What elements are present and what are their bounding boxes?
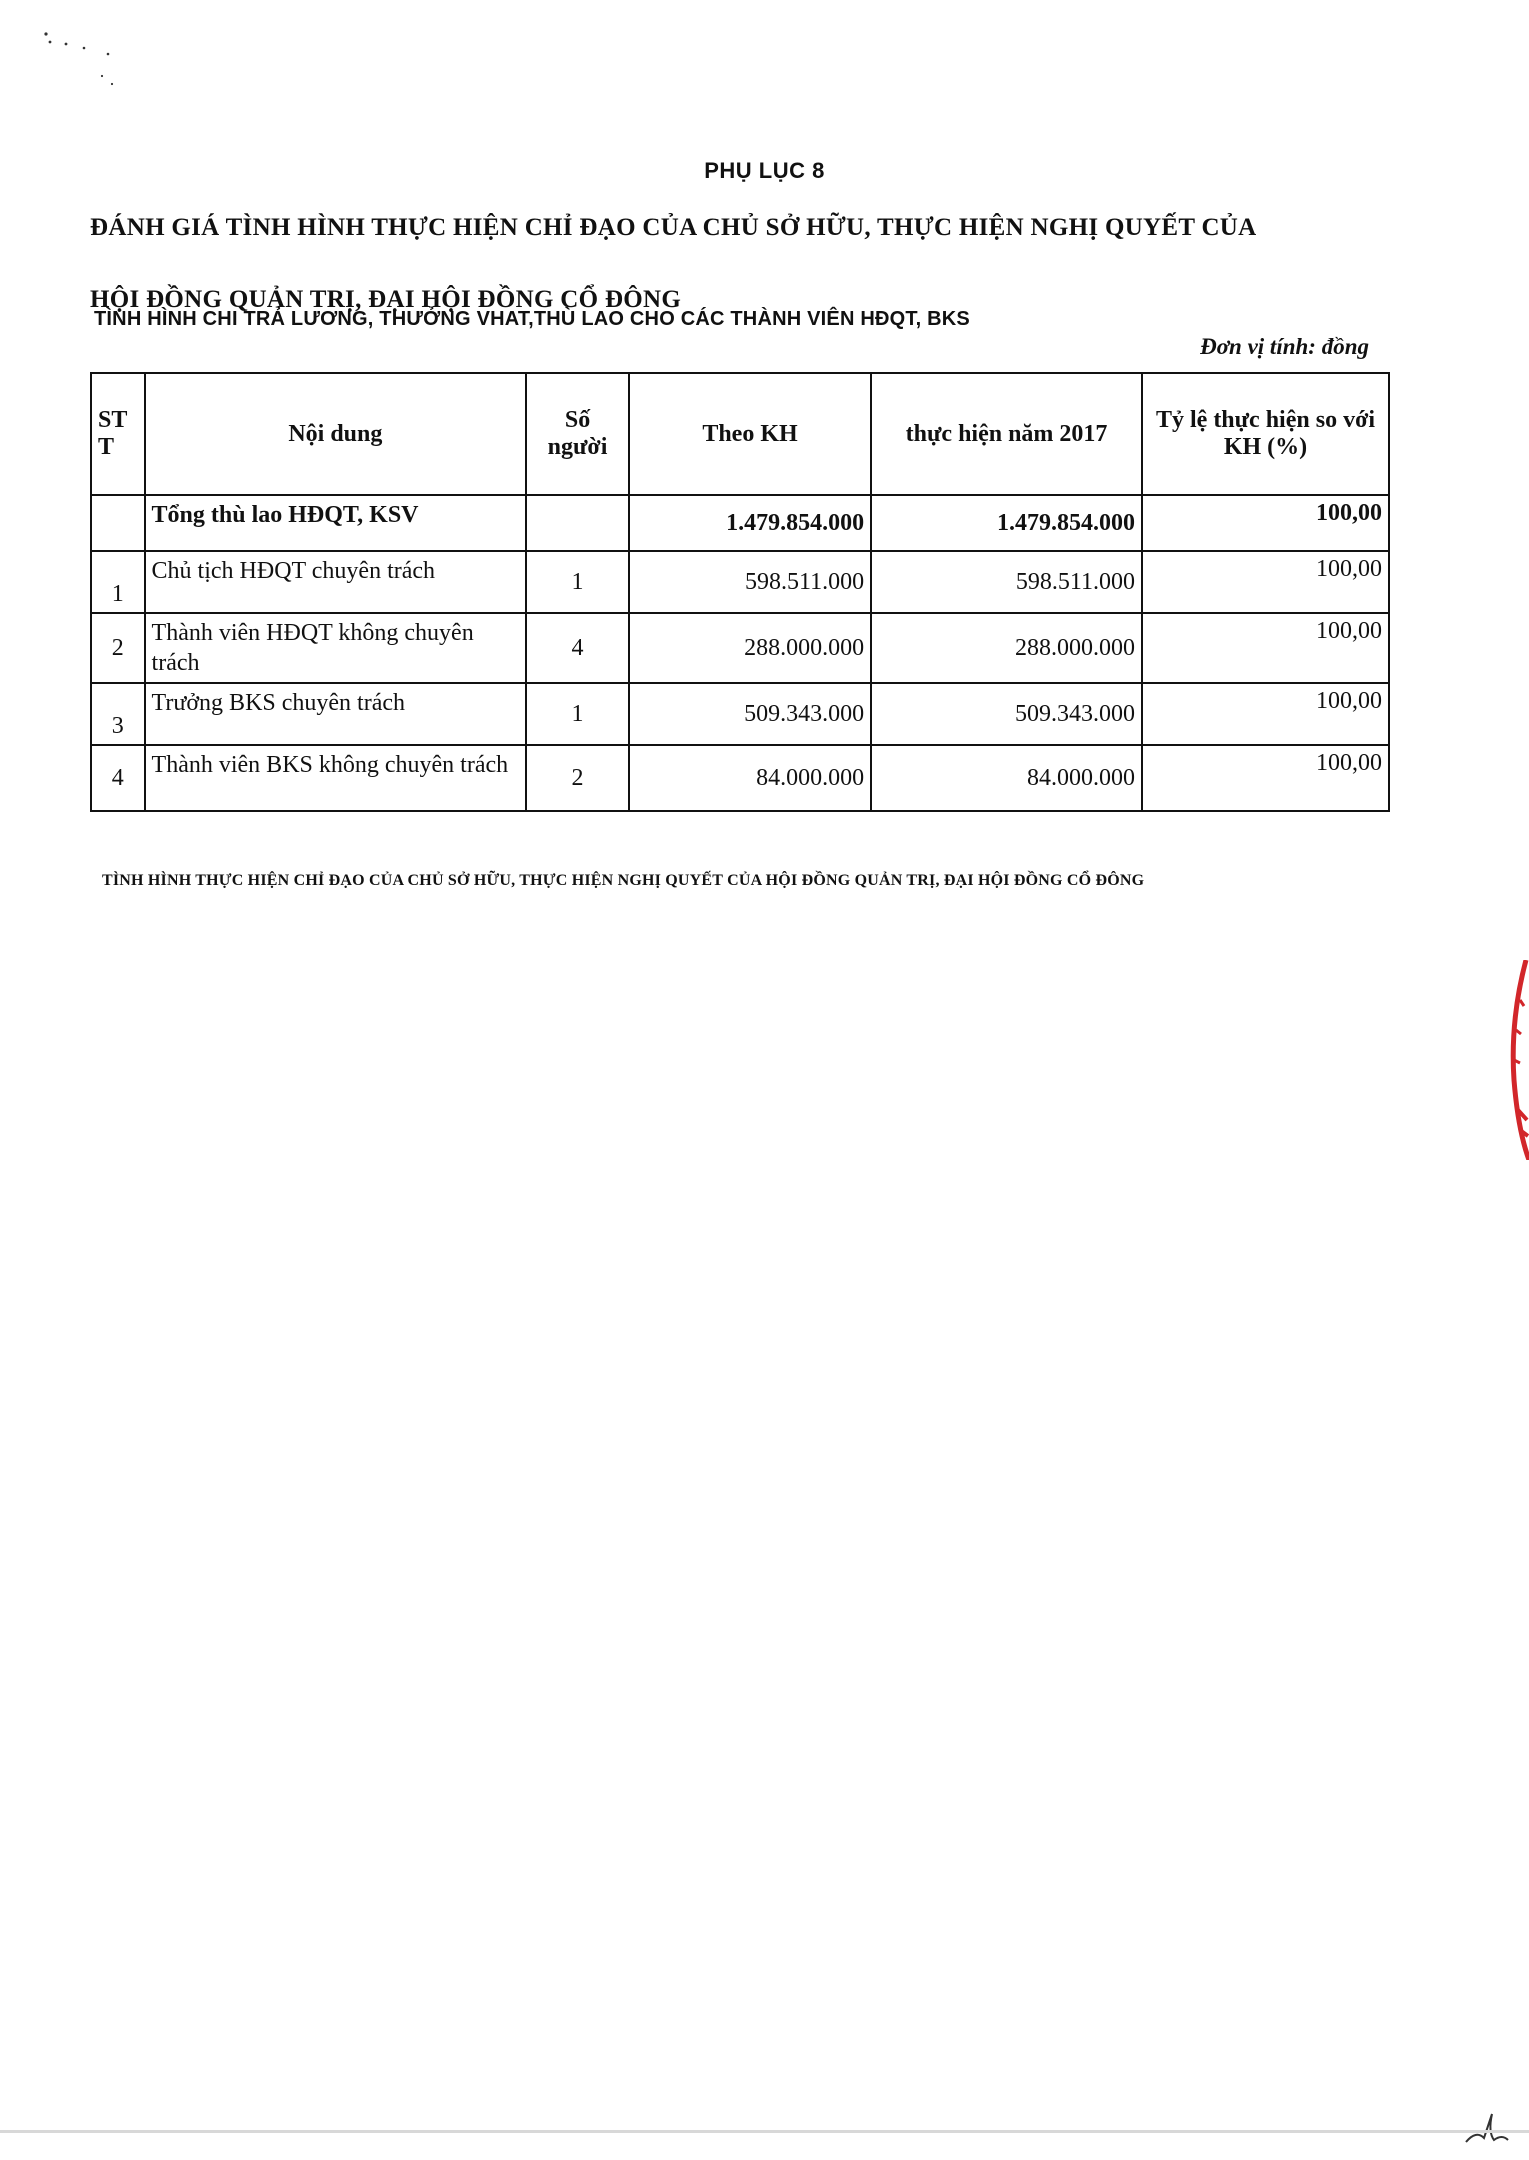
- scan-speck-marks: [40, 28, 120, 88]
- header-content: Nội dung: [145, 373, 527, 495]
- red-seal-fragment: [1490, 960, 1529, 1160]
- sub-heading: TÌNH HÌNH CHI TRẢ LƯƠNG, THƯỞNG VHAT,THÙ LAO CHO CÁC THÀNH VIÊN HĐQT, BKS: [94, 308, 970, 330]
- row-actual: 84.000.000: [871, 745, 1142, 811]
- total-row: [91, 495, 1389, 551]
- total-stt: [91, 495, 145, 551]
- row-actual: 509.343.000: [871, 683, 1142, 745]
- row-count: 2: [526, 745, 629, 811]
- header-actual: thực hiện năm 2017: [871, 373, 1142, 495]
- row-plan: 84.000.000: [629, 745, 871, 811]
- row-plan: 288.000.000: [629, 613, 871, 683]
- main-heading: ĐÁNH GIÁ TÌNH HÌNH THỰC HIỆN CHỈ ĐẠO CỦA CHỦ SỞ HỮU, THỰC HIỆN NGHỊ QUYẾT CỦA HỘI ĐỒNG QUẢN TRỊ, ĐẠI HỘI ĐỒNG CỔ ĐÔNG: [90, 214, 1256, 313]
- row-content: Thành viên HĐQT không chuyên trách: [145, 613, 527, 683]
- row-stt: 4: [91, 745, 145, 811]
- row-stt: 1: [91, 551, 145, 613]
- row-stt: 2: [91, 613, 145, 683]
- row-actual: 288.000.000: [871, 613, 1142, 683]
- total-content: Tổng thù lao HĐQT, KSV: [145, 495, 527, 551]
- table-row: [91, 683, 1389, 745]
- header-stt: ST T: [91, 373, 145, 495]
- row-ratio: 100,00: [1142, 613, 1389, 683]
- section-footer-heading: TÌNH HÌNH THỰC HIỆN CHỈ ĐẠO CỦA CHỦ SỞ HỮU, THỰC HIỆN NGHỊ QUYẾT CỦA HỘI ĐỒNG QUẢN TRỊ, ĐẠI HỘI ĐỒNG CỔ ĐÔNG: [102, 872, 1145, 889]
- total-ratio: 100,00: [1142, 495, 1389, 551]
- header-count: Số người: [526, 373, 629, 495]
- row-stt: 3: [91, 683, 145, 745]
- table-row: [91, 745, 1389, 811]
- row-plan: 598.511.000: [629, 551, 871, 613]
- table-header-row: [91, 373, 1389, 495]
- row-count: 4: [526, 613, 629, 683]
- row-ratio: 100,00: [1142, 683, 1389, 745]
- scan-bottom-edge: [0, 2130, 1529, 2133]
- compensation-table: [90, 372, 1390, 812]
- row-content: Thành viên BKS không chuyên trách: [145, 745, 527, 811]
- header-ratio: Tỷ lệ thực hiện so với KH (%): [1142, 373, 1389, 495]
- header-plan: Theo KH: [629, 373, 871, 495]
- total-count: [526, 495, 629, 551]
- row-count: 1: [526, 551, 629, 613]
- row-plan: 509.343.000: [629, 683, 871, 745]
- row-ratio: 100,00: [1142, 551, 1389, 613]
- row-content: Trưởng BKS chuyên trách: [145, 683, 527, 745]
- table-row: [91, 551, 1389, 613]
- total-actual: 1.479.854.000: [871, 495, 1142, 551]
- row-content: Chủ tịch HĐQT chuyên trách: [145, 551, 527, 613]
- table-row: [91, 613, 1389, 683]
- unit-note: Đơn vị tính: đồng: [1200, 334, 1369, 359]
- appendix-title: PHỤ LỤC 8: [704, 158, 825, 183]
- row-count: 1: [526, 683, 629, 745]
- total-plan: 1.479.854.000: [629, 495, 871, 551]
- row-actual: 598.511.000: [871, 551, 1142, 613]
- row-ratio: 100,00: [1142, 745, 1389, 811]
